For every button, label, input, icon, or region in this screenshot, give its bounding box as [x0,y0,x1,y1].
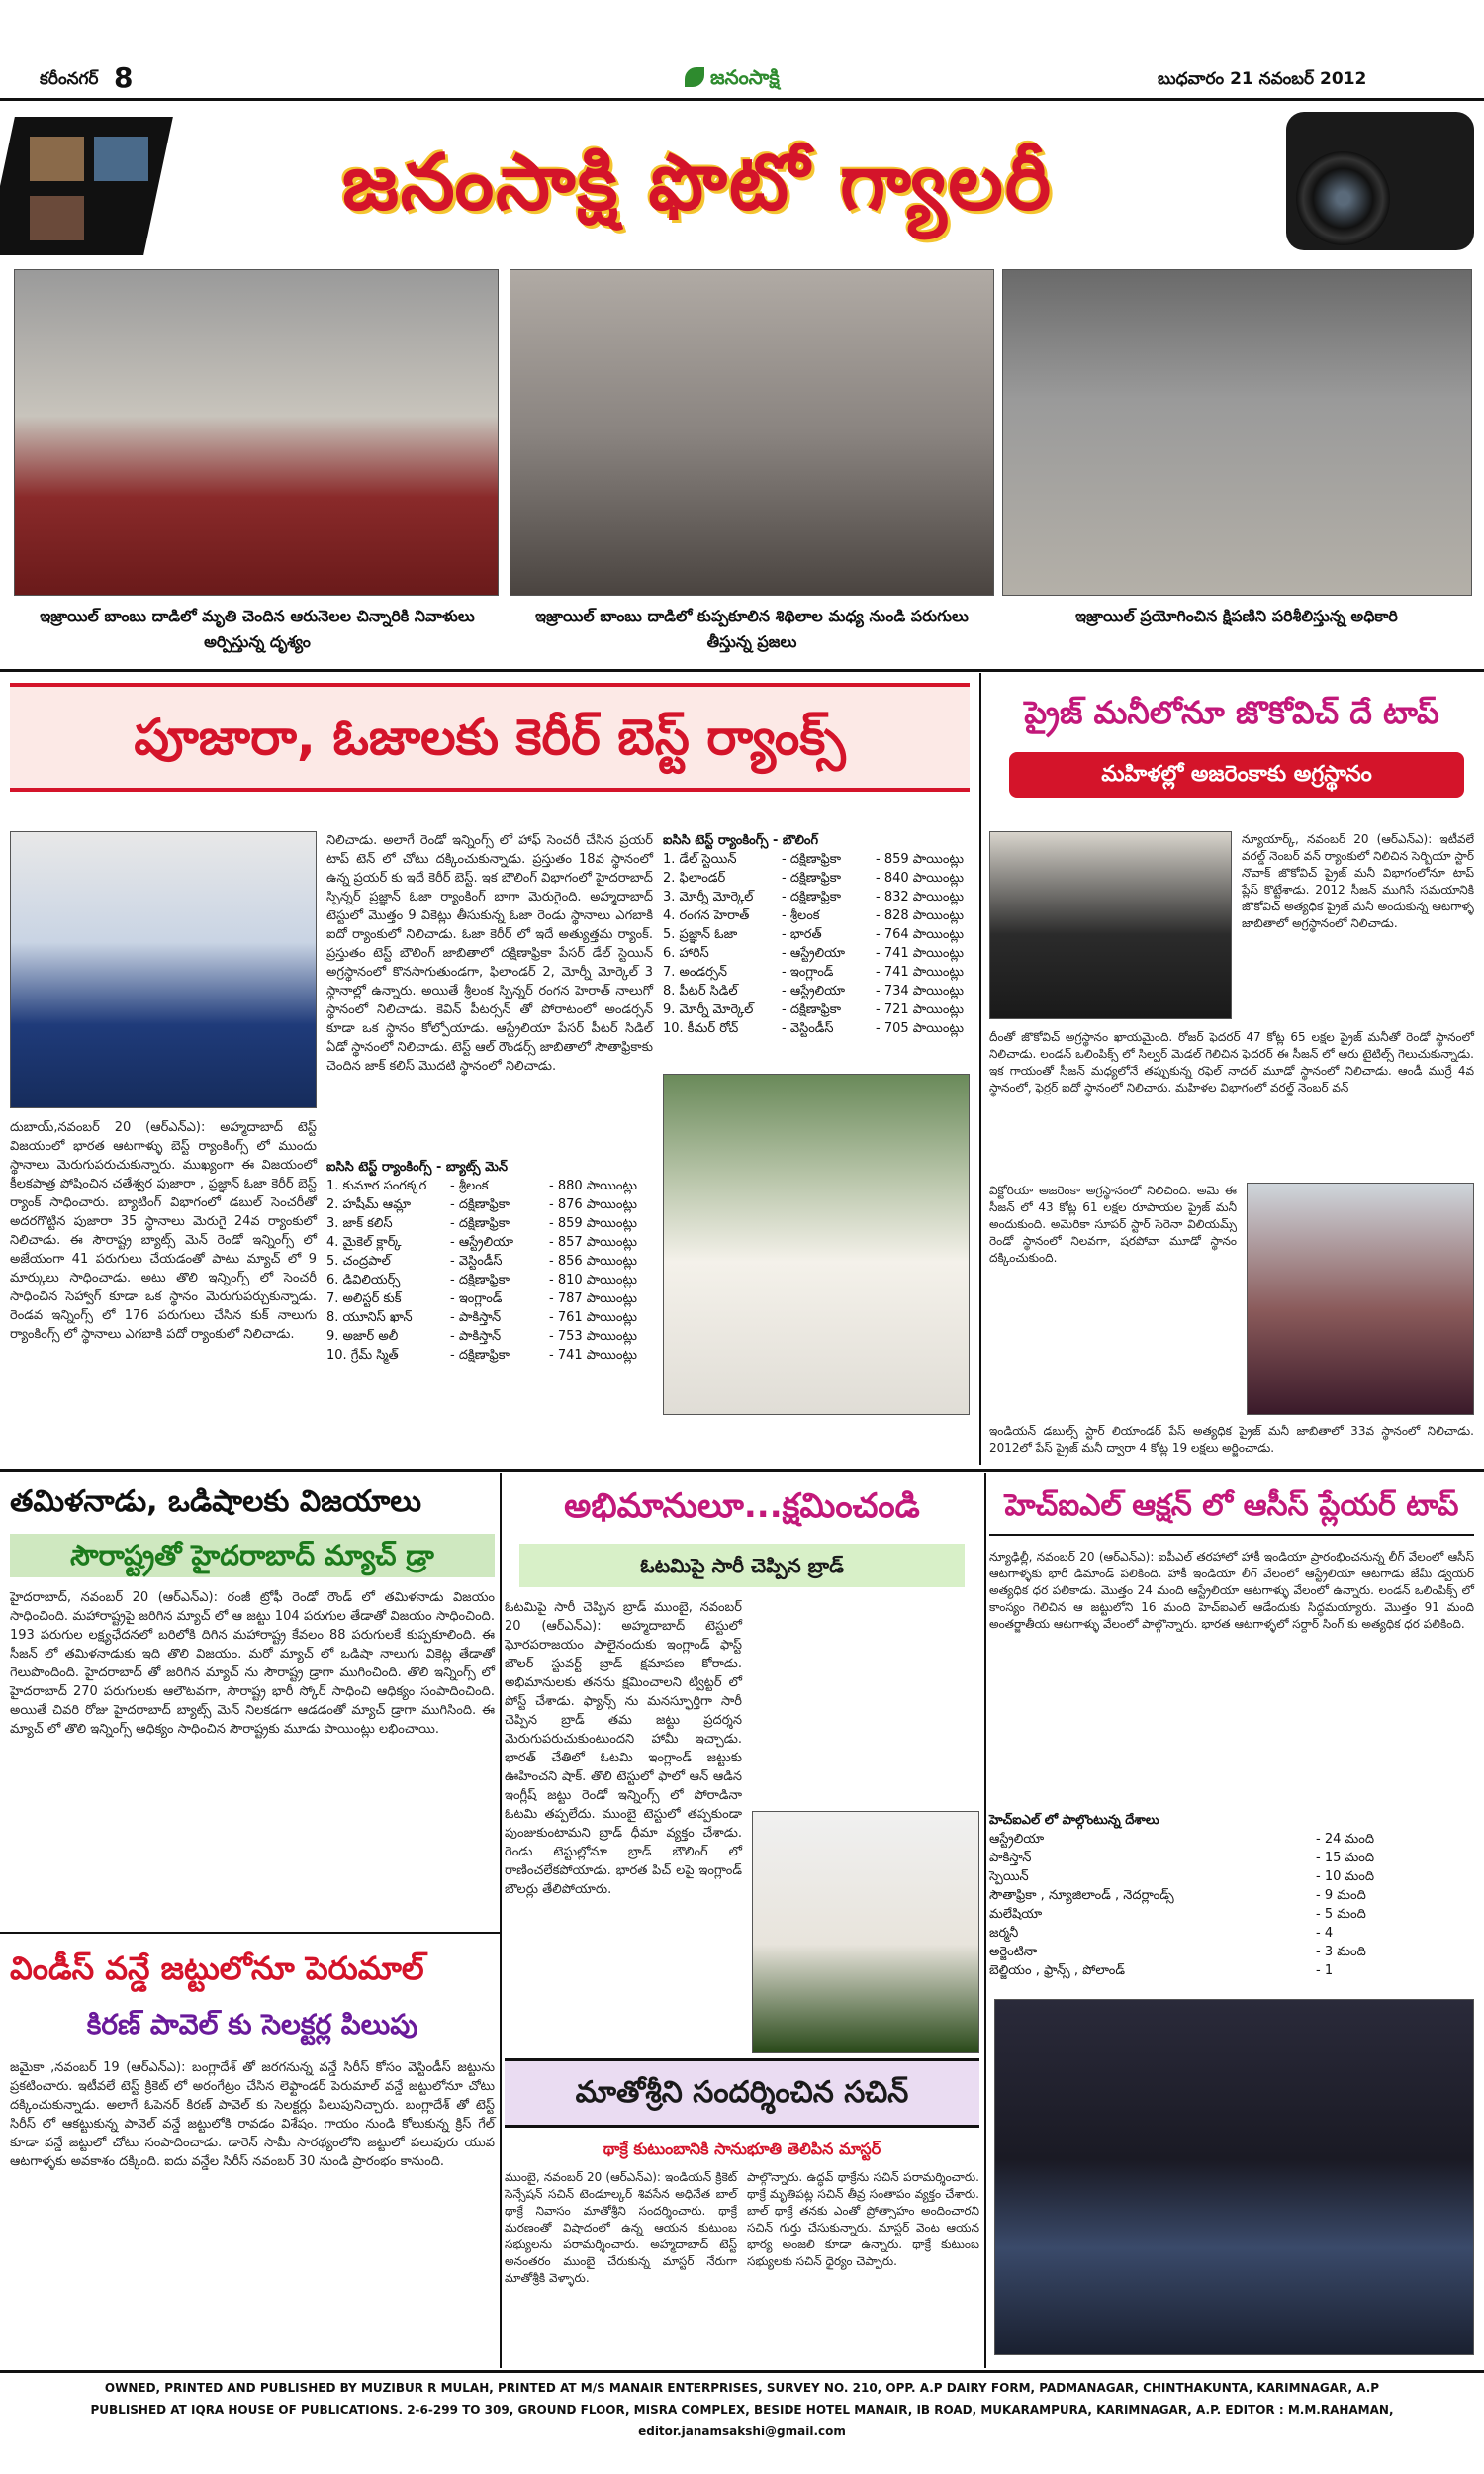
masthead-logo: జనంసాక్షి [710,65,780,89]
page-header [0,61,1484,101]
bowling-row-cell: - 764 పాయింట్లు [876,927,965,942]
batting-row-cell: 10. గ్రేమ్ స్మిత్ [326,1348,399,1363]
batting-row-cell: - 857 పాయింట్లు [549,1235,638,1250]
djokovic-column-top: న్యూయార్క్, నవంబర్ 20 (ఆర్ఎన్ఎ): ఇటీవలే వరల్డ్ నెంబర్ వన్ ర్యాంకులో నిలిచిన సెర్బియా స్టార్ నొవాక్ జొకోవిచ్ ప్రైజ్ మనీ విభాగంలోనూ టాప్ ప్లేస్ కొట్టేశాడు. 2012 సీజన్ ముగిసే సమయానికి జొకోవిచ్ అత్యధిక ప్రైజ్ మనీ అందుకున్న ఆటగాళ్ళ జాబితాలో అగ్రస్థానంలో నిలిచాడు. [1242,832,1478,930]
bowling-row-cell: - 832 పాయింట్లు [876,890,965,904]
hil-row-cell: - 24 మంది [1316,1832,1375,1847]
batting-row-cell: - ఆస్ట్రేలియా [450,1235,514,1250]
bowling-row [663,982,974,1000]
hil-row-cell: బెల్జియం , ఫ్రాన్స్ , పోలాండ్ [989,1963,1125,1978]
batting-row-cell: 5. చంద్రపాల్ [326,1254,391,1269]
bowling-row-cell: - 859 పాయింట్లు [876,852,965,867]
azarenka-photo [1247,1183,1474,1415]
batting-row-cell: - దక్షిణాఫ్రికా [450,1273,510,1287]
banner-title: జనంసాక్షి ఫొటో గ్యాలరీ [341,139,1054,228]
bowling-row-cell: 6. హారిస్ [663,946,709,961]
hil-row [989,1961,1474,1980]
hil-headline: హెచ్ఐఎల్ ఆక్షన్ లో ఆసీస్ ప్లేయర్ టాప్ [989,1476,1474,1536]
djokovic-subhead: మహిళల్లో అజరెంకాకు అగ్రస్థానం [1009,752,1464,798]
gallery-caption-2: ఇజ్రాయిల్ బాంబు దాడిలో కుప్పకూలిన శిథిలాల మధ్య నుండి పరుగులు తీస్తున్న ప్రజలు [535,607,969,651]
pujara-column-1: దుబాయ్,నవంబర్ 20 (ఆర్ఎన్ఎ): అహ్మదాబాద్ టెస్ట్ విజయంలో భారత ఆటగాళ్ళు బెస్ట్ ర్యాంకింగ్స్ లో ముందు స్థానాలు మెరుగుపరుచుకున్నారు. ముఖ్యంగా ఈ విజయంలో కీలకపాత్ర పోషించిన చతేశ్వర పుజారా , ప్రజ్ఞాన్ ఓజా కెరీర్ బెస్ట్ ర్యాంక్ సాధించారు. బ్యాటింగ్ విభాగంలో డబుల్ సెంచరీతో అదరగొట్టిన పుజారా 35 స్థానాలు మెరుగై 24వ ర్యాంకులో నిలిచాడు. ఈ సౌరాష్ట్ర బ్యాట్స్ మెన్ రెండో ఇన్నింగ్స్ లో అజేయంగా 41 పరుగులు చేయడంతో పాటు మ్యాచ్ లో 9 మార్కులు సాధించాడు. అటు తొలి ఇన్నింగ్స్ లో సెంచరీ సాధించిన సెహ్వాగ్ కూడా ఒక స్థానం మెరుగుపర్చుకున్నాడు. రెండవ ఇన్నింగ్స్ లో 176 పరుగులు చేసిన కుక్ నాలుగు ర్యాంకింగ్స్ లో స్థానాలు ఎగబాకి పదో ర్యాంకులో నిలిచాడు. [10,1120,322,1342]
pujara-celebration-photo [663,1074,970,1415]
hil-row-cell: - 3 మంది [1316,1945,1366,1959]
bowling-row-cell: 1. డేల్ స్టెయిన్ [663,852,737,867]
footer-rule [0,2370,1484,2373]
page-number: 8 [114,61,134,94]
hil-row [989,1830,1474,1849]
bowling-row-cell: 3. మోర్నీ మోర్కెల్ [663,890,754,904]
hil-row-cell: సౌతాఫ్రికా , న్యూజిలాండ్ , నెదర్లాండ్స్ [989,1888,1174,1903]
westindies-subhead: కిరణ్ పావెల్ కు సెలక్టర్ల పిలుపు [86,2008,418,2041]
batting-row-cell: - దక్షిణాఫ్రికా [450,1348,510,1363]
batting-row-cell: - 787 పాయింట్లు [549,1291,638,1306]
bowling-row-cell: 7. అండర్సన్ [663,965,727,980]
batting-row-cell: 8. యూనిస్ ఖాన్ [326,1310,413,1325]
bowling-row-cell: - 741 పాయింట్లు [876,946,965,961]
hil-row [989,1943,1474,1961]
hil-countries-table [989,1811,1474,1984]
bowling-row-cell: - వెస్టిండీస్ [782,1021,834,1036]
batting-row-cell: 4. మైకెల్ క్లార్క్ [326,1235,402,1250]
batting-row-cell: - 856 పాయింట్లు [549,1254,638,1269]
batting-row-cell: 7. అలిస్టర్ కుక్ [326,1291,402,1306]
batting-rankings [326,1158,653,1455]
bowling-row-cell: - దక్షిణాఫ్రికా [782,1002,842,1017]
hil-row-cell: జర్మనీ [989,1926,1019,1941]
batting-row [326,1177,653,1195]
bowling-row-cell: - ఇంగ్లాండ్ [782,965,834,980]
footer-imprint-1: OWNED, PRINTED AND PUBLISHED BY MUZIBUR R MULAH, PRINTED AT M/S MANAIR ENTERPRISES, SURVEY NO. 210, OPP. A.P DAIRY FORM, PADMANAGAR, CHINTHAKUNTA, KARIMNAGAR, A.P [104,2381,1380,2395]
batting-row [326,1233,653,1252]
footer-imprint-2: PUBLISHED AT IQRA HOUSE OF PUBLICATIONS. 2-6-299 TO 309, GROUND FLOOR, MISRA COMPLEX, BESIDE HOTEL MANAIR, IB ROAD, MUKARAMPURA, KARIMNAGAR, A.P. EDITOR : M.M.RAHAMAN, editor.janamsakshi@gmail.com [90,2403,1394,2438]
batting-list [326,1177,653,1365]
hil-row-cell: - 4 [1316,1926,1334,1941]
batting-row-cell: - దక్షిణాఫ్రికా [450,1197,510,1212]
sachin-car-photo [994,1999,1474,2355]
batting-row [326,1271,653,1289]
batting-rankings-title: ఐసిసి టెస్ట్ ర్యాంకింగ్స్ - బ్యాట్స్ మెన్ [326,1160,508,1175]
bowling-row [663,888,974,906]
hil-row [989,1886,1474,1905]
film-frame [30,137,84,181]
batting-row-cell: - 876 పాయింట్లు [549,1197,638,1212]
bowling-row-cell: - 840 పాయింట్లు [876,871,965,886]
hil-row-cell: - 9 మంది [1316,1888,1366,1903]
camera-icon [1286,112,1474,250]
batting-row-cell: - 859 పాయింట్లు [549,1216,638,1231]
pujara-column-2: నిలిచాడు. అలాగే రెండో ఇన్నింగ్స్ లో హాఫ్ సెంచరీ చేసిన ప్రయర్ టాప్ టెన్ లో చోటు దక్కించుకున్నాడు. ప్రస్తుతం 18వ స్థానంలో ఉన్న ప్రయర్ కు ఇదే కెరీర్ బెస్ట్. ఇక బౌలింగ్ విభాగంలో హైదరాబాద్ స్పిన్నర్ ప్రజ్ఞాన్ ఓజా ర్యాంకింగ్ బాగా మెరుగైంది. అహ్మదాబాద్ టెస్టులో మొత్తం 9 వికెట్లు తీసుకున్న ఓజా రెండు స్థానాలు ఎగబాకి ఐదో ర్యాంకులో నిలిచాడు. ఓజా కెరీర్ లో ఇదే అత్యుత్తమ ర్యాంక్. ప్రస్తుతం టెస్ట్ బౌలింగ్ జాబితాలో దక్షిణాఫ్రికా పేసర్ డేల్ స్టెయిన్ అగ్రస్థానంలో కొనసాగుతుండగా, ఫిలాండర్ 2, మోర్నీ మోర్కెల్ 3 స్థానాల్లో ఉన్నారు. అయితే శ్రీలంక స్పిన్నర్ రంగన హెరాత్ నాలుగో స్థానంలో నిలిచాడు. కెవిన్ పీటర్సన్ తో పోరాటంలో అండర్సన్ కూడా ఒక స్థానం కోల్పోయాడు. ఆస్ట్రేలియా పేసర్ పీటర్ సిడిల్ ఏడో స్థానంలో నిలిచాడు. టెస్ట్ ఆల్ రౌండర్స్ జాబితాలో సౌతాఫ్రికాకు చెందిన జాక్ కలిస్ మొదటి స్థానంలో నిలిచాడు. [326,833,658,1074]
edition-label: కరీంనగర్ [40,69,99,89]
pujara-headline-box [10,683,970,792]
pujara-headline: పూజారా, ఓజాలకు కెరీర్ బెస్ట్ ర్యాంక్స్ [134,709,846,766]
hil-row-cell: అర్జెంటినా [989,1945,1038,1959]
hil-row [989,1849,1474,1867]
bowling-row-cell: 2. ఫిలాండర్ [663,871,726,886]
bowling-row-cell: - 828 పాయింట్లు [876,908,965,923]
hil-row-cell: మలేషియా [989,1907,1043,1922]
batting-row-cell: - 741 పాయింట్లు [549,1348,638,1363]
bowling-row-cell: 8. పీటర్ సిడిల్ [663,984,738,999]
film-frame [30,196,84,240]
tamilnadu-body: హైదరాబాద్, నవంబర్ 20 (ఆర్ఎన్ఎ): రంజీ ట్రోఫీ రెండో రౌండ్ లో తమిళనాడు విజయం సాధించింది. మహారాష్ట్రపై జరిగిన మ్యాచ్ లో ఆ జట్టు 104 పరుగుల తేడాతో విజయం సాధించింది. 193 పరుగుల లక్ష్యఛేదనలో బరిలోకి దిగిన మహారాష్ట్ర కేవలం 88 పరుగులకే కుప్పకూలింది. ఈ సీజన్ లో తమిళనాడుకు ఇది తొలి విజయం. మరో మ్యాచ్ లో ఒడిషా నాలుగు వికెట్ల తేడాతో గెలుపొందింది. హైదరాబాద్ తో జరిగిన మ్యాచ్ ను సౌరాష్ట్ర డ్రాగా ముగించింది. తొలి ఇన్నింగ్స్ లో హైదరాబాద్ 270 పరుగులకు ఆలౌటవగా, సౌరాష్ట్ర భారీ స్కోర్ సాధించి ఆధిక్యం సంపాదించింది. అయితే చివరి రోజు హైదరాబాద్ బ్యాట్స్ మెన్ నిలకడగా ఆడడంతో మ్యాచ్ డ్రాగా ముగిసింది. ఈ మ్యాచ్ లో తొలి ఇన్నింగ్స్ ఆధిక్యం సాధించిన సౌరాష్ట్రకు మూడు పాయింట్లు లభించాయి. [10,1590,500,1737]
column-divider [984,1473,986,2368]
batting-row-cell: 3. జాక్ కలిస్ [326,1216,393,1231]
batting-row-cell: - 810 పాయింట్లు [549,1273,638,1287]
gallery-photo-mourners [14,269,499,596]
gallery-photo-missile [1002,269,1472,596]
broad-body: ఓటమిపై సారీ చెప్పిన బ్రాడ్ ముంబై, నవంబర్ 20 (ఆర్ఎన్ఎ): అహ్మదాబాద్ టెస్టులో ఘోరపరాజయం పాలైనందుకు ఇంగ్లాండ్ ఫాస్ట్ బౌలర్ స్టువర్ట్ బ్రాడ్ క్షమాపణ కోరాడు. అభిమానులకు తనను క్షమించాలని ట్విట్టర్ లో పోస్ట్ చేశాడు. ఫ్యాన్స్ ను మనస్ఫూర్తిగా సారీ చెప్పిన బ్రాడ్ తమ జట్టు ప్రదర్శన మెరుగుపరుచుకుంటుందని హామీ ఇచ్చాడు. భారత్ చేతిలో ఓటమి ఇంగ్లాండ్ జట్టుకు ఊహించని షాక్. తొలి టెస్టులో ఫాలో ఆన్ ఆడిన ఇంగ్లీష్ జట్టు రెండో ఇన్నింగ్స్ లో పోరాడినా ఓటమి తప్పలేదు. ముంబై టెస్టులో తప్పకుండా పుంజుకుంటామని బ్రాడ్ ధీమా వ్యక్తం చేశాడు. రెండు టెస్టుల్లోనూ బ్రాడ్ బౌలింగ్ లో రాణించలేకపోయాడు. భారత పిచ్ లపై ఇంగ్లాండ్ బౌలర్లు తేలిపోయారు. [505,1600,747,1897]
sachin-headline-box [505,2058,979,2128]
sachin-subhead: థాక్రే కుటుంబానికి సానుభూతి తెలిపిన మాస్టర్ [603,2140,881,2158]
tamilnadu-subhead: సౌరాష్ట్రతో హైదరాబాద్ మ్యాచ్ డ్రా [10,1534,495,1577]
column-divider [979,673,981,1465]
batting-row-cell: 6. డివిలియర్స్ [326,1273,401,1287]
bowling-row-cell: 5. ప్రజ్ఞాన్ ఓజా [663,927,738,942]
westindies-body: జమైకా ,నవంబర్ 19 (ఆర్ఎన్ఎ): బంగ్లాదేశ్ తో జరగనున్న వన్డే సిరీస్ కోసం వెస్టిండీస్ జట్టును ప్రకటించారు. ఇటీవలే టెస్ట్ క్రికెట్ లో అరంగేట్రం చేసిన లెఫ్టాండర్ పెరుమాల్ వన్డే జట్టులోనూ చోటు దక్కించుకున్నాడు. అలాగే ఓపెనర్ కిరణ్ పావెల్ కు సెలక్టర్లు పిలుపునిచ్చారు. బంగ్లాదేశ్ తో టెస్ట్ సిరీస్ లో ఆకట్టుకున్న పావెల్ వన్డే జట్టులోకి రావడం విశేషం. గాయం నుండి కోలుకున్న క్రిస్ గేల్ కూడా వన్డే జట్టులో చోటు సంపాదించాడు. డారెన్ సామీ సారథ్యంలోని జట్టులో పలువురు యువ ఆటగాళ్ళకు అవకాశం దక్కింది. ఐదు వన్డేల సిరీస్ నవంబర్ 30 నుండి ప్రారంభం కానుంది. [10,2060,500,2169]
bowling-row-cell: - 741 పాయింట్లు [876,965,965,980]
batting-row-cell: - పాకిస్తాన్ [450,1329,502,1344]
batting-row [326,1327,653,1346]
gallery-caption-3: ఇజ్రాయిల్ ప్రయోగించిన క్షిపణిని పరిశీలిస్తున్న అధికారి [1075,607,1398,625]
hil-row [989,1905,1474,1924]
batting-row [326,1308,653,1327]
bowling-row-cell: - ఆస్ట్రేలియా [782,984,846,999]
section-divider [0,1932,500,1934]
hil-list [989,1830,1474,1980]
issue-date: బుధవారం 21 నవంబర్ 2012 [1158,69,1367,89]
bowling-row-cell: 4. రంగన హెరాత్ [663,908,750,923]
broad-headline: అభిమానులూ...క్షమించండి [564,1486,920,1526]
batting-row-cell: 1. కుమార సంగక్కర [326,1179,427,1193]
hil-row-cell: - 15 మంది [1316,1851,1375,1865]
bowling-row-cell: - ఆస్ట్రేలియా [782,946,846,961]
bowling-row [663,925,974,944]
bowling-row-cell: - దక్షిణాఫ్రికా [782,890,842,904]
bowling-row-cell: 9. మోర్నీ మోర్కెల్ [663,1002,754,1017]
djokovic-photo [989,831,1232,1019]
bowling-row [663,963,974,982]
bowling-row-cell: - 705 పాయింట్లు [876,1021,965,1036]
batting-row-cell: - 761 పాయింట్లు [549,1310,638,1325]
gallery-banner [0,107,1484,260]
gallery-photo-rubble [510,269,994,596]
bowling-row-cell: - దక్షిణాఫ్రికా [782,871,842,886]
bowling-rankings [663,831,974,1089]
sachin-column-2: పాల్గొన్నారు. ఉద్ధవ్ థాక్రేను సచిన్ పరామర్శించారు. థాక్రే మృతిపట్ల సచిన్ తీవ్ర సంతాపం వ్యక్తం చేశారు. బాల్ థాక్రే తనకు ఎంతో ప్రోత్సాహం అందించారని సచిన్ గుర్తు చేసుకున్నారు. మాస్టర్ వెంట ఆయన భార్య అంజలి కూడా ఉన్నారు. థాక్రే కుటుంబ సభ్యులకు సచిన్ ధైర్యం చెప్పారు. [747,2170,983,2268]
batting-row [326,1214,653,1233]
sachin-headline: మాతోశ్రీని సందర్శించిన సచిన్ [575,2075,909,2110]
bowling-row-cell: - దక్షిణాఫ్రికా [782,852,842,867]
hil-table-title: హెచ్ఐఎల్ లో పాల్గొంటున్న దేశాలు [989,1813,1159,1828]
djokovic-column-right: విక్టోరియా అజరెంకా అగ్రస్థానంలో నిలిచింది. అమె ఈ సీజన్ లో 43 కోట్ల 61 లక్షల రూపాయల ప్రైజ్ మనీ అందుకుంది. అమెరికా సూపర్ స్టార్ సెరెనా విలియమ్స్ రెండో స్థానంలో నిలవగా, షరపోవా మూడో స్థానం దక్కించుకుంది. [989,1184,1241,1265]
bowling-row [663,944,974,963]
bowling-row-cell: - 734 పాయింట్లు [876,984,965,999]
batting-row-cell: - శ్రీలంక [450,1179,489,1193]
gallery-caption-1: ఇజ్రాయిల్ బాంబు దాడిలో మృతి చెందిన ఆరునెలల చిన్నారికి నివాళులు అర్పిస్తున్న దృశ్యం [40,607,475,651]
bowling-row [663,869,974,888]
leaf-icon [685,67,704,87]
batting-row-cell: - ఇంగ్లాండ్ [450,1291,503,1306]
batting-row [326,1346,653,1365]
hil-row-cell: - 5 మంది [1316,1907,1366,1922]
bowling-list [663,850,974,1038]
batting-row-cell: 2. హషీమ్ ఆమ్లా [326,1197,412,1212]
broad-subhead: ఓటమిపై సారీ చెప్పిన బ్రాడ్ [519,1544,965,1587]
hil-body: న్యూఢిల్లీ, నవంబర్ 20 (ఆర్ఎన్ఎ): ఐపీఎల్ తరహాలో హాకీ ఇండియా ప్రారంభించనున్న లీగ్ వేలంలో ఆసీస్ ఆటగాళ్ళకు భారీ డిమాండ్ పలికింది. హాకీ ఇండియా లీగ్ వేలంలో ఆస్ట్రేలియా ఆటగాడు జేమీ డ్వయర్ అత్యధిక ధర పలికాడు. మొత్తం 24 మంది ఆస్ట్రేలియా ఆటగాళ్ళు వేలంలో ఉన్నారు. లండన్ ఒలింపిక్స్ లో కాంస్యం గెలిచిన ఆ జట్టులోని 16 మంది హెచ్ఐఎల్ ఆడేందుకు సిద్ధమయ్యారు. మొత్తం 91 మంది అంతర్జాతీయ ఆటగాళ్ళు వేలంలో పాల్గొన్నారు. భారత ఆటగాళ్ళలో సర్దార్ సింగ్ కు అత్యధిక ధర పలికింది. [989,1550,1478,1631]
hil-row [989,1867,1474,1886]
hil-row-cell: ఆస్ట్రేలియా [989,1832,1045,1847]
section-divider [0,669,1484,672]
tamilnadu-headline: తమిళనాడు, ఒడిషాలకు విజయాలు [10,1484,421,1519]
batting-row-cell: - వెస్టిండీస్ [450,1254,503,1269]
batting-row [326,1252,653,1271]
hil-row-cell: పాకిస్తాన్ [989,1851,1032,1865]
section-divider [0,1469,1484,1472]
bowling-row-cell: - శ్రీలంక [782,908,820,923]
pujara-ojha-photo [10,831,317,1108]
bowling-rankings-title: ఐసిసి టెస్ట్ ర్యాంకింగ్స్ - బౌలింగ్ [663,833,819,848]
sachin-column-1: ముంబై, నవంబర్ 20 (ఆర్ఎన్ఎ): ఇండియన్ క్రికెట్ సెన్సేషన్ సచిన్ టెండూల్కర్ శివసేన అధినేత బాల్ థాక్రే నివాసం మాతోశ్రీని సందర్శించారు. థాక్రే మరణంతో విషాదంలో ఉన్న ఆయన కుటుంబ సభ్యులను పరామర్శించారు. అహ్మదాబాద్ టెస్ట్ అనంతరం ముంబై చేరుకున్న మాస్టర్ నేరుగా మాతోశ్రీకి వెళ్ళారు. [505,2170,741,2285]
camera-lens [1296,151,1390,245]
hil-row-cell: స్పెయిన్ [989,1869,1029,1884]
batting-row-cell: - 880 పాయింట్లు [549,1179,638,1193]
batting-row [326,1195,653,1214]
djokovic-column-bottom: ఇండియన్ డబుల్స్ స్టార్ లియాండర్ పేస్ అత్యధిక ప్రైజ్ మనీ జాబితాలో 33వ స్థానంలో నిలిచాడు. 2012లో పేస్ ప్రైజ్ మనీ ద్వారా 4 కోట్ల 19 లక్షలు అర్జించాడు. [989,1424,1478,1455]
hil-row-cell: - 1 [1316,1963,1334,1978]
bowling-row-cell: 10. కీమర్ రోచ్ [663,1021,739,1036]
djokovic-headline: ప్రైజ్ మనీలోనూ జొకోవిచ్ దే టాప్ [1024,694,1439,731]
batting-row [326,1289,653,1308]
batting-row-cell: 9. అజార్ అలీ [326,1329,399,1344]
bowling-row [663,1019,974,1038]
column-divider [500,1473,502,2368]
batting-row-cell: - దక్షిణాఫ్రికా [450,1216,510,1231]
bowling-row-cell: - 721 పాయింట్లు [876,1002,965,1017]
bowling-row [663,906,974,925]
batting-row-cell: - 753 పాయింట్లు [549,1329,638,1344]
bowling-row [663,1000,974,1019]
djokovic-column-mid: దీంతో జొకోవిచ్ అగ్రస్థానం ఖాయమైంది. రోజర్ ఫెదరర్ 47 కోట్ల 65 లక్షల ప్రైజ్ మనీతో రెండో స్థానంలో నిలిచాడు. లండన్ ఒలింపిక్స్ లో సిల్వర్ మెడల్ గెలిచిన ఫెదరర్ ఈ సీజన్ లో ఆరు టైటిల్స్ గెలుచుకున్నాడు. ఇక గాయంతో సీజన్ మధ్యలోనే తప్పుకున్న రఫెల్ నాదల్ మూడో స్థానంలో నిలిచాడు. ఆండీ ముర్రే 4వ స్థానంలో, ఫెర్రర్ ఐదో స్థానంలో నిలిచారు. మహిళల విభాగంలో వరల్డ్ నెంబర్ వన్ [989,1030,1478,1094]
hil-row [989,1924,1474,1943]
film-frame [94,137,148,181]
hil-row-cell: - 10 మంది [1316,1869,1375,1884]
bowling-row-cell: - భారత్ [782,927,822,942]
westindies-headline: విండీస్ వన్డే జట్టులోనూ పెరుమాల్ [10,1950,424,1987]
broad-photo [752,1811,979,2053]
bowling-row [663,850,974,869]
batting-row-cell: - పాకిస్తాన్ [450,1310,502,1325]
